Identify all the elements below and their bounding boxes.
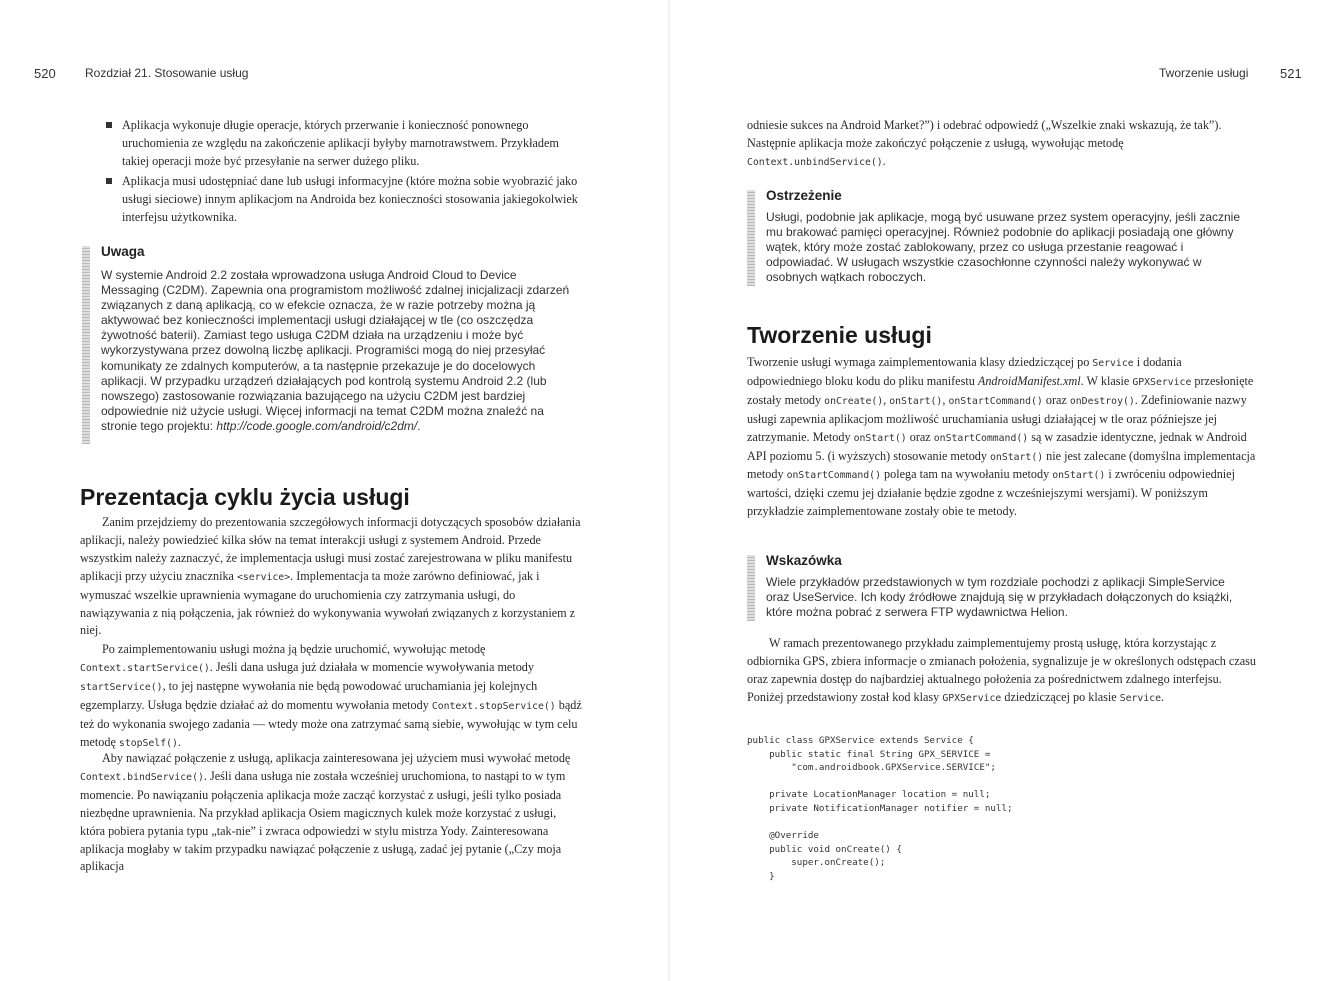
bullet-item: Aplikacja musi udostępniać dane lub usługi informacyjne (które można sobie wyobrazić jako usługi sieciowe) innym aplikacjom na Androida bez konieczności stosowania jakiegokolwiek interfejsu użytkownika.: [105, 172, 585, 226]
tip-body: Wiele przykładów przedstawionych w tym rozdziale pochodzi z aplikacji SimpleService oraz UseService. Ich kody źródłowe znajdują się w przykładach dołączonych do książki, które można pobrać z serwera FTP wydawnictwa Helion.: [766, 575, 1233, 620]
warning-title: Ostrzeżenie: [766, 188, 842, 203]
tip-box: [747, 553, 1257, 623]
note-title: Uwaga: [101, 244, 145, 259]
code-line: [747, 775, 1013, 789]
code-line: super.onCreate();: [747, 857, 886, 869]
bullet-item: Aplikacja wykonuje długie operacje, których przerwanie i konieczność ponownego uruchomienia ze względu na zakończenie aplikacji byłyby marnotrawstwem. Przykładem takiej operacji może być przesyłanie na serwer dużego pliku.: [105, 116, 585, 170]
section-title-lifecycle: Prezentacja cyklu życia usługi: [80, 484, 410, 510]
code-line: public static final String GPX_SERVICE =: [747, 748, 991, 760]
paragraph: Tworzenie usługi wymaga zaimplementowania klasy dziedziczącej po Service i dodania odpowiedniego bloku kodu do pliku manifestu AndroidManifest.xml. W klasie GPXService przesłonięte zostały metody onCreate(), onStart(), onStartCommand() oraz onDestroy(). Zdefiniowanie nazwy usługi zapewnia aplikacjom możliwość uruchamiania usługi działającej w tle oraz późniejsze jej zatrzymanie. Metody onStart() oraz onStartCommand() są w zasadzie identyczne, jednak w Android API poziomu 5. (i wyższych) stosowanie metody onStart() nie jest zalecane (domyślna implementacja metody onStartCommand() polega tam na wywołaniu metody onStart() i zwróceniu odpowiedniej wartości, dzięki czemu jej działanie będzie zgodne z wcześniejszymi wersjami). W poniższym przykładzie zaimplementowane zostały obie te metody.: [747, 355, 1256, 519]
code-line: public void onCreate() {: [747, 843, 902, 855]
code-line: @Override: [747, 830, 819, 842]
right-page-number: 521: [1280, 66, 1302, 81]
right-running-header: Tworzenie usługi: [1159, 66, 1249, 80]
code-line: "com.androidbook.GPXService.SERVICE";: [747, 762, 996, 774]
left-page-number: 520: [34, 66, 56, 81]
warning-body: Usługi, podobnie jak aplikacje, mogą być usuwane przez system operacyjny, jeśli zacznie mu brakować pamięci operacyjnej. Również podobnie do aplikacji posiadają one główny wątek, który może zostać zablokowany, przez co usługa przestanie reagować i odpowiadać. W usługach wszystkie czasochłonne czynności należy wykonywać w osobnych wątkach roboczych.: [766, 210, 1241, 285]
warning-bar: [747, 190, 755, 286]
tip-bar: [747, 555, 755, 621]
warning-box: [747, 188, 1257, 288]
code-line: private LocationManager location = null;: [747, 789, 991, 801]
tip-title: Wskazówka: [766, 553, 842, 568]
code-line: private NotificationManager notifier = null;: [747, 802, 1013, 814]
note-bar: [82, 246, 90, 444]
code-line: [747, 816, 1013, 830]
right-page: [669, 0, 1338, 981]
code-line: public class GPXService extends Service {: [747, 735, 974, 746]
paragraph: odniesie sukces na Android Market?”) i odebrać odpowiedź („Wszelkie znaki wskazują, że tak”). Następnie aplikacja może zakończyć połączenie z usługą, wywołując metodę Context.unbindService().: [747, 118, 1222, 168]
paragraph: Po zaimplementowaniu usługi można ją będzie uruchomić, wywołując metodę Context.startService(). Jeśli dana usługa już działała w momencie wywoływania metody startService(), to jej następne wywołania nie będą powodować uruchamiania jej kolejnych egzemplarzy. Usługa będzie działać aż do momentu wywołania metody Context.stopService() bądź też do wykonania swojego zadania — wtedy może ona zatrzymać samą siebie, wywołując w tym celu metodę stopSelf().: [80, 642, 582, 749]
section-title-create: Tworzenie usługi: [747, 322, 932, 348]
paragraph: Aby nawiązać połączenie z usługą, aplikacja zainteresowana jej użyciem musi wywołać metodę Context.bindService(). Jeśli dana usługa nie została wcześniej uruchomiona, to nastąpi to w tym momencie. Po nawiązaniu połączenia aplikacja może zacząć korzystać z usługi, jeśli tylko posiada niezbędne uprawnienia. Na przykład aplikacja Osiem magicznych kulek może korzystać z usługi, która pobiera pytania typu „tak-nie” i zwraca odpowiedzi w stylu mistrza Yody. Zainteresowana aplikacja mogłaby w takim przypadku nawiązać połączenie z usługą, zadać jej pytanie („Czy moja aplikacja: [80, 751, 571, 874]
paragraph: Zanim przejdziemy do prezentowania szczegółowych informacji dotyczących sposobów działania aplikacji, należy powiedzieć kilka słów na temat interakcji usługi z systemem Android. Przede wszystkim należy zaznaczyć, że implementacja usługi musi zostać zarejestrowana w pliku manifestu aplikacji przy użyciu znacznika <service>. Implementacja ta może zarówno definiować, jak i wymuszać wszelkie uprawnienia wymagane do uruchomienia czy zatrzymania usługi, do nawiązywania z nią połączenia, jak również do wykonywania wywołań związanych z korzystaniem z niej.: [80, 515, 581, 638]
bullet-list: [105, 116, 585, 228]
paragraph: W ramach prezentowanego przykładu zaimplementujemy prostą usługę, która korzystając z odbiornika GPS, zbiera informacje o zmianach położenia, sygnalizuje je w określonych odstępach czasu oraz zapewnia dostęp do najbardziej aktualnego położenia za pośrednictwem zdalnego interfejsu. Poniżej przedstawiony został kod klasy GPXService dziedziczącej po klasie Service.: [747, 636, 1256, 704]
code-line: }: [747, 870, 775, 882]
note-box: [82, 244, 582, 446]
note-link[interactable]: http://code.google.com/android/c2dm/: [216, 418, 418, 433]
left-running-header: Rozdział 21. Stosowanie usług: [85, 66, 249, 80]
code-listing: [747, 734, 1013, 884]
note-body: W systemie Android 2.2 została wprowadzona usługa Android Cloud to Device Messaging (C2DM). Zapewnia ona programistom możliwość zdalnej inicjalizacji zdarzeń związanych z daną aplikacją, co w efekcie oznacza, że w razie potrzeby można ją aktywować bez konieczności implementacji usługi działającej w tle (co oszczędza żywotność baterii). Zamiast tego usługa C2DM działa na urządzeniu i może być wykorzystywana przez dowolną liczbę aplikacji. Programiści mogą do niej przesyłać komunikaty ze zdalnych komputerów, a ta następnie przekazuje je do docelowych aplikacji. W przypadku urządzeń działających pod kontrolą systemu Android 2.2 (lub nowszego) zastosowanie rozwiązania bazującego na użyciu C2DM jest bardziej odpowiednie niż użycie usługi. Więcej informacji na temat C2DM można znaleźć na stronie tego projektu: http://code.google.com/android/c2dm/.: [101, 268, 570, 433]
